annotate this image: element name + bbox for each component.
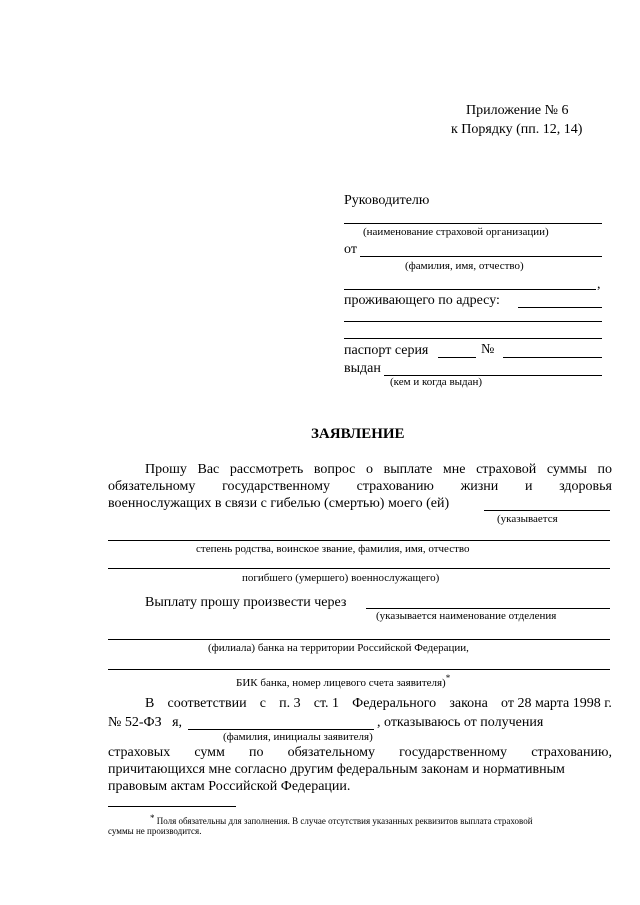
word: о	[366, 462, 373, 477]
bank-field-3[interactable]	[108, 669, 610, 670]
refusal-line-4: причитающихся мне согласно другим федеральным законам и нормативным	[108, 762, 565, 777]
address-label: проживающего по адресу:	[344, 293, 500, 308]
request-line-2	[108, 480, 612, 494]
word: жизни	[460, 479, 499, 494]
word: закона	[449, 696, 488, 711]
word: Прошу	[145, 462, 187, 477]
word: государственному	[222, 479, 330, 494]
word: рассмотреть	[229, 462, 304, 477]
comma: ,	[597, 277, 601, 292]
applicant-name-field-2[interactable]	[344, 289, 596, 290]
request-caption-3: погибшего (умершего) военнослужащего)	[242, 572, 440, 584]
word: от 28 марта 1998 г.	[501, 696, 612, 711]
word: соответствии	[167, 696, 247, 711]
relative-field[interactable]	[484, 510, 610, 511]
refusal-line-5: правовым актам Российской Федерации.	[108, 779, 351, 794]
footnote-line-1: * Поля обязательны для заполнения. В случае отсутствия указанных реквизитов выплата страховой	[150, 813, 533, 826]
word: по	[249, 745, 264, 760]
refusal-name-caption: (фамилия, инициалы заявителя)	[223, 731, 373, 743]
from-label: от	[344, 242, 357, 257]
word: страхованию	[356, 479, 434, 494]
word: страховой	[476, 462, 537, 477]
bank-field-2[interactable]	[108, 639, 610, 640]
payment-caption-1: (указывается наименование отделения	[376, 610, 557, 622]
payment-caption-3: БИК банка, номер лицевого счета заявителя)*	[236, 673, 451, 689]
document-title: ЗАЯВЛЕНИЕ	[311, 426, 405, 442]
passport-label: паспорт серия	[344, 343, 429, 358]
word: ст. 1	[313, 696, 340, 711]
word: мне	[442, 462, 466, 477]
word: обязательному	[287, 745, 376, 760]
word: В	[145, 696, 155, 711]
word: страхованию,	[531, 745, 612, 760]
relative-field-2[interactable]	[108, 540, 610, 541]
issued-caption: (кем и когда выдан)	[390, 376, 483, 388]
request-line-1	[145, 463, 612, 477]
word: и	[524, 479, 533, 494]
footnote-separator	[108, 806, 236, 807]
relative-field-3[interactable]	[108, 568, 610, 569]
payment-caption-2: (филиала) банка на территории Российской Федерации,	[208, 642, 469, 654]
refusal-line-3	[108, 746, 612, 760]
passport-number-field[interactable]	[503, 357, 602, 358]
word: сумм	[194, 745, 225, 760]
refusal-line-2-start: № 52-ФЗ я,	[108, 715, 183, 730]
applicant-initials-field[interactable]	[188, 729, 374, 730]
refusal-line-1	[145, 697, 612, 711]
bank-branch-field[interactable]	[366, 608, 610, 609]
word: страховых	[108, 745, 171, 760]
word: Федерального	[352, 696, 437, 711]
word: суммы	[546, 462, 587, 477]
passport-number-sign: №	[481, 342, 495, 357]
request-caption-1: (указывается	[497, 513, 558, 525]
word: с	[259, 696, 266, 711]
request-caption-2: степень родства, воинское звание, фамилия, имя, отчество	[196, 543, 470, 555]
word: п. 3	[279, 696, 301, 711]
org-name-field[interactable]	[344, 223, 602, 224]
footnote-mark: *	[150, 813, 155, 823]
applicant-name-caption: (фамилия, имя, отчество)	[405, 260, 524, 272]
request-line-3: военнослужащих в связи с гибелью (смертью) моего (ей)	[108, 496, 450, 511]
payment-caption-footnote-mark: *	[445, 673, 451, 683]
appendix-reference: к Порядку (пп. 12, 14)	[451, 122, 583, 137]
payment-line: Выплату прошу произвести через	[145, 595, 347, 610]
word: выплате	[383, 462, 433, 477]
word: государственному	[399, 745, 508, 760]
addressee-to: Руководителю	[344, 193, 430, 208]
word: вопрос	[313, 462, 356, 477]
passport-series-field[interactable]	[438, 357, 476, 358]
word: обязательному	[108, 479, 196, 494]
word: по	[597, 462, 612, 477]
address-field-1[interactable]	[518, 307, 602, 308]
address-field-3[interactable]	[344, 338, 602, 339]
word: здоровья	[559, 479, 612, 494]
org-name-caption: (наименование страховой организации)	[363, 226, 549, 238]
applicant-name-field[interactable]	[360, 256, 602, 257]
footnote-line-2: суммы не производится.	[108, 826, 202, 836]
refusal-line-2-end: , отказываюсь от получения	[377, 715, 544, 730]
appendix-number: Приложение № 6	[466, 103, 569, 118]
address-field-2[interactable]	[344, 321, 602, 322]
issued-label: выдан	[344, 361, 381, 376]
word: Вас	[197, 462, 220, 477]
